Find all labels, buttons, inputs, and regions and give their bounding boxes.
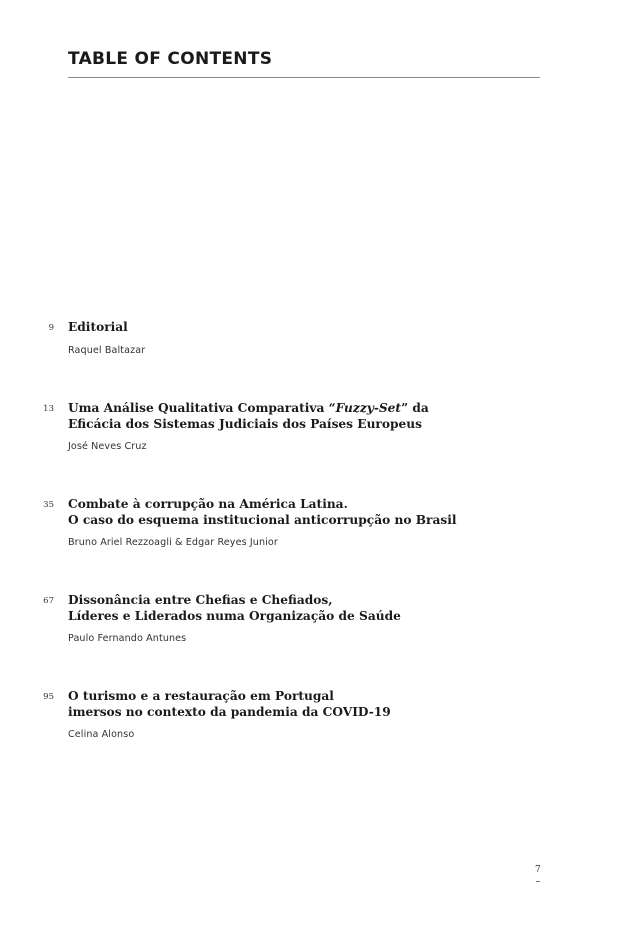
toc-title-text: ” da (401, 401, 429, 415)
toc-page-number: 95 (43, 692, 54, 702)
toc-title-line: O turismo e a restauração em Portugal (68, 689, 334, 703)
page-number: 7 (535, 865, 541, 875)
toc-page-number: 35 (43, 500, 54, 510)
toc-title (68, 593, 488, 624)
toc-author: Celina Alonso (68, 729, 135, 740)
toc-page-number: 67 (43, 596, 54, 606)
toc-title-italic: Fuzzy-Set (335, 401, 402, 415)
toc-page-number: 9 (48, 323, 54, 333)
toc-title-line: Eficácia dos Sistemas Judiciais dos Países Europeus (68, 416, 422, 431)
toc-title (68, 497, 488, 528)
toc-author: Bruno Ariel Rezzoagli & Edgar Reyes Junior (68, 537, 278, 548)
folio-mark (536, 881, 540, 882)
title-divider (68, 77, 540, 78)
toc-title-line: Líderes e Liderados numa Organização de Saúde (68, 608, 401, 623)
toc-page-number: 13 (43, 404, 54, 414)
toc-author: José Neves Cruz (68, 441, 147, 452)
toc-title-line: Dissonância entre Chefias e Chefiados, (68, 593, 333, 607)
toc-title-line: Editorial (68, 320, 128, 334)
toc-author: Raquel Baltazar (68, 345, 146, 356)
toc-title-line: O caso do esquema institucional anticorrupção no Brasil (68, 512, 457, 527)
toc-title-line (68, 401, 429, 415)
toc-title (68, 689, 488, 720)
toc-title (68, 401, 488, 432)
toc-title (68, 320, 488, 336)
toc-author: Paulo Fernando Antunes (68, 633, 187, 644)
toc-title-line: imersos no contexto da pandemia da COVID-19 (68, 704, 391, 719)
toc-title-text: Uma Análise Qualitativa Comparativa “ (68, 401, 336, 415)
toc-title-line: Combate à corrupção na América Latina. (68, 497, 348, 511)
page-title: TABLE OF CONTENTS (68, 49, 273, 69)
